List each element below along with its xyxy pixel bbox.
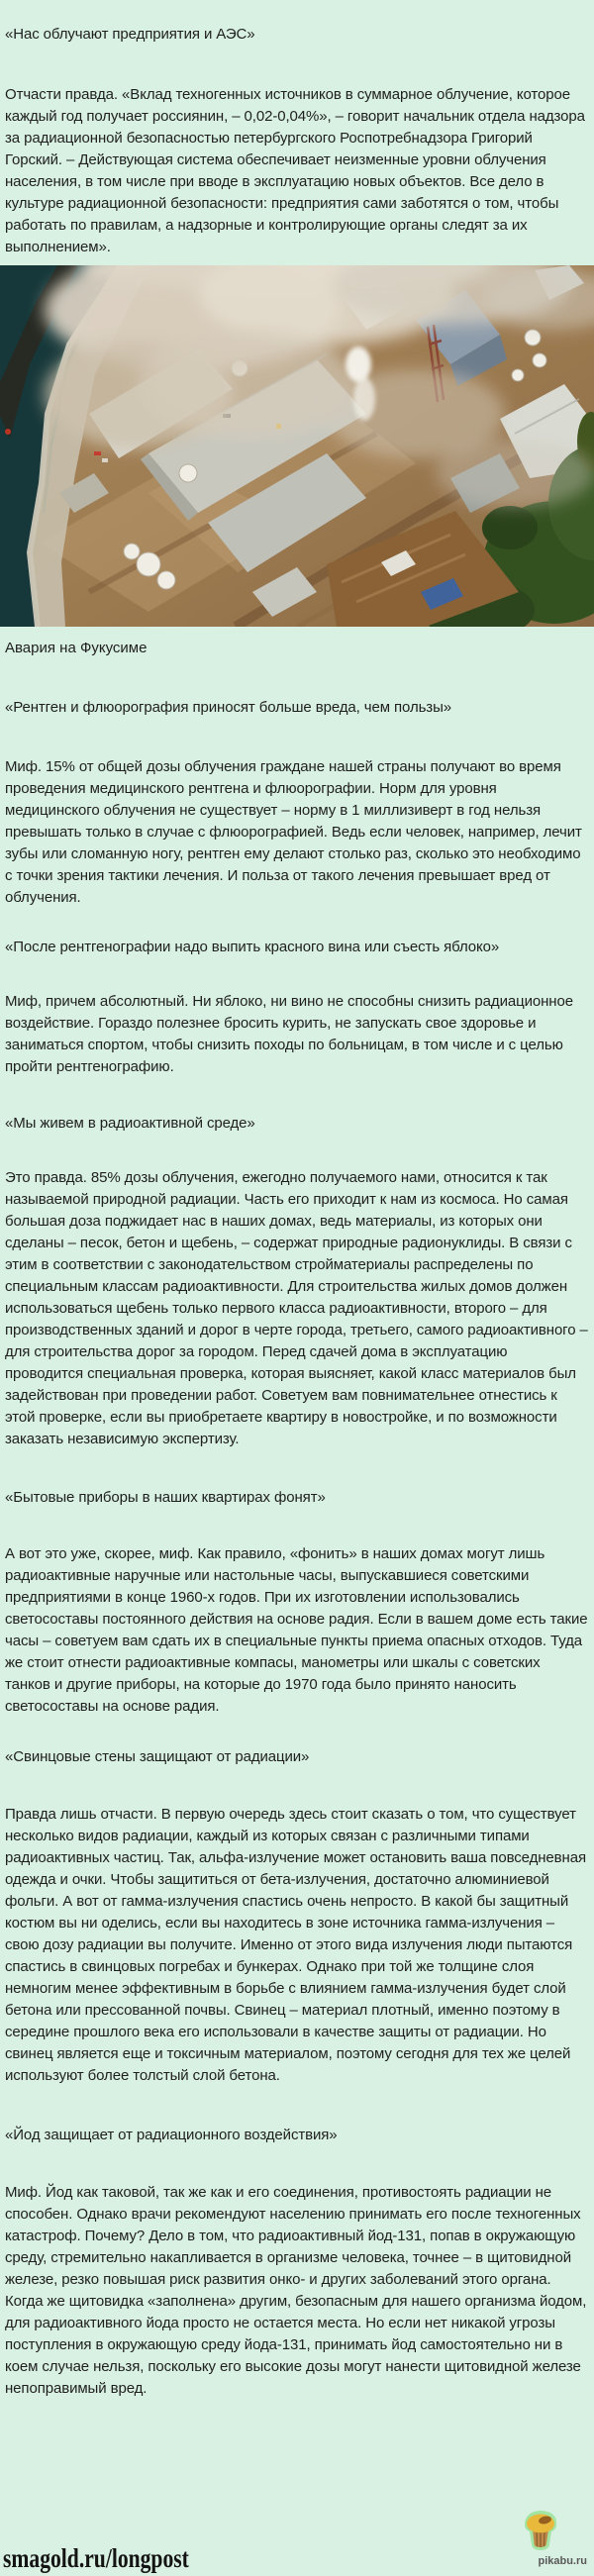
section-title-myth-3: «После рентгенографии надо выпить красного вина или съесть яблоко»	[5, 939, 500, 955]
section-title-myth-6: «Свинцовые стены защищают от радиации»	[5, 1748, 310, 1765]
section-title-myth-4: «Мы живем в радиоактивной среде»	[5, 1115, 255, 1132]
section-title-myth-5: «Бытовые приборы в наших квартирах фонят»	[5, 1489, 326, 1506]
section-body-myth-6: Правда лишь отчасти. В первую очередь здесь стоит сказать о том, что существует несколько видов радиации, каждый из которых связан с различными типами радиоактивных частиц. Так, альфа-излучение может остановить ваша повседневная одежда и очки. Чтобы защититься от бета-излучения, достаточно алюминиевой фольги. А вот от гамма-излучения спастись очень непросто. В какой бы защитный костюм вы ни оделись, если вы находитесь в зоне источника гамма-излучения – свою дозу радиации вы получите. Именно от этого вида излучения люди пытаются спастись в свинцовых погребах и бункерах. Однако при той же толщине слоя немногим менее эффективным в борьбе с влиянием гамма-излучения будет слой бетона или прессованной почвы. Свинец – материал плотный, именно поэтому в середине прошлого века его использовали в качестве защиты от радиации. Но свинец является еще и токсичным материалом, поэтому сегодня для тех же целей используют более толстый слой бетона.	[5, 1806, 586, 2084]
section-body-myth-3: Миф, причем абсолютный. Ни яблоко, ни вино не способны снизить радиационное воздействие. Гораздо полезнее бросить курить, не запускать свое здоровье и заниматься спортом, чтобы снизить походы по больницам, в том числе и с целью пройти рентгенографию.	[5, 993, 573, 1075]
fukushima-aerial-photo	[0, 265, 594, 627]
pikabu-site-label: pikabu.ru	[538, 2555, 587, 2567]
section-body-myth-7: Миф. Йод как таковой, так же как и его соединения, противостоять радиации не способен. Однако врачи рекомендуют населению принимать его после техногенных катастроф. Почему? Дело в том, что радиоактивный йод-131, попав в окружающую среду, стремительно накапливается в организме человека, точнее – в щитовидной железе, резко повышая риск развития онко- и других заболеваний этого органа. Когда же щитовидка «заполнена» другим, безопасным для нашего организма йодом, для радиоактивного йода просто не остается места. Но если нет никакой угрозы поступления в окружающую среду йода-131, принимать йод самостоятельно ни в коем случае нельзя, поскольку его высокие дозы могут нанести щитовидной железе непоправимый вред.	[5, 2184, 587, 2397]
photo-caption: Авария на Фукусиме	[5, 640, 148, 656]
section-body-myth-1: Отчасти правда. «Вклад техногенных источников в суммарное облучение, которое каждый год получает россиянин, – 0,02-0,04%», – говорит начальник отдела надзора за радиационной безопасностью петербургского Роспотребнадзора Григорий Горский. – Действующая система обеспечивает неизменные уровни облучения населения, в том числе при вводе в эксплуатацию новых объектов. Все дело в культуре радиационной безопасности: предприятия сами заботятся о том, чтобы работать по правилам, а надзорные и контролирующие органы следят за их выполнением».	[5, 86, 585, 255]
section-body-myth-4: Это правда. 85% дозы облучения, ежегодно получаемого нами, относится к так называемой природной радиации. Часть его приходит к нам из космоса. Но самая большая доза поджидает нас в наших домах, ведь материалы, из которых они сделаны – песок, бетон и щебень, – содержат природные радионуклиды. В связи с этим в соответствии с законодательством стройматериалы распределены по специальным классам радиоактивности. Для строительства жилых домов должен использоваться щебень только первого класса радиоактивности, второго – для производственных зданий и дорог в черте города, третьего, самого радиоактивного – для строительства дорог за городом. Перед сдачей дома в эксплуатацию проводится специальная проверка, которая выясняет, какой класс материалов был задействован при проведении работ. Советуем вам повнимательнее отнестись к этой проверке, если вы приобретаете квартиру в новостройке, и по возможности заказать независимую экспертизу.	[5, 1169, 588, 1447]
pikabu-muffin-icon	[519, 2508, 562, 2551]
section-title-myth-7: «Йод защищает от радиационного воздействия»	[5, 2127, 338, 2143]
section-title-myth-1: «Нас облучают предприятия и АЭС»	[5, 26, 255, 43]
section-body-myth-2: Миф. 15% от общей дозы облучения граждане нашей страны получают во время проведения медицинского рентгена и флюорографии. Норм для уровня медицинского облучения не существует – норму в 1 миллизиверт в год нельзя превышать только в случае с флюорографией. Ведь если человек, например, лечит зубы или сломанную ногу, рентген ему делают столько раз, сколько это необходимо с точки зрения тактики лечения. И польза от такого лечения превышает вред от облучения.	[5, 758, 582, 906]
watermark-url: smagold.ru/longpost	[3, 2543, 189, 2573]
section-title-myth-2: «Рентген и флюорография приносят больше вреда, чем пользы»	[5, 699, 452, 716]
section-body-myth-5: А вот это уже, скорее, миф. Как правило, «фонить» в наших домах могут лишь радиоактивные наручные или настольные часы, выпускавшиеся советскими предприятиями в конце 1960-х годов. При их изготовлении использовались светосоставы постоянного действия на основе радия. Если в вашем доме есть такие часы – советуем вам сдать их в специальные пункты приема опасных отходов. Туда же стоит отнести радиоактивные компасы, манометры или шкалы с советских танков и другие приборы, на которые до 1970 года было принято наносить светосоставы на основе радия.	[5, 1545, 588, 1715]
